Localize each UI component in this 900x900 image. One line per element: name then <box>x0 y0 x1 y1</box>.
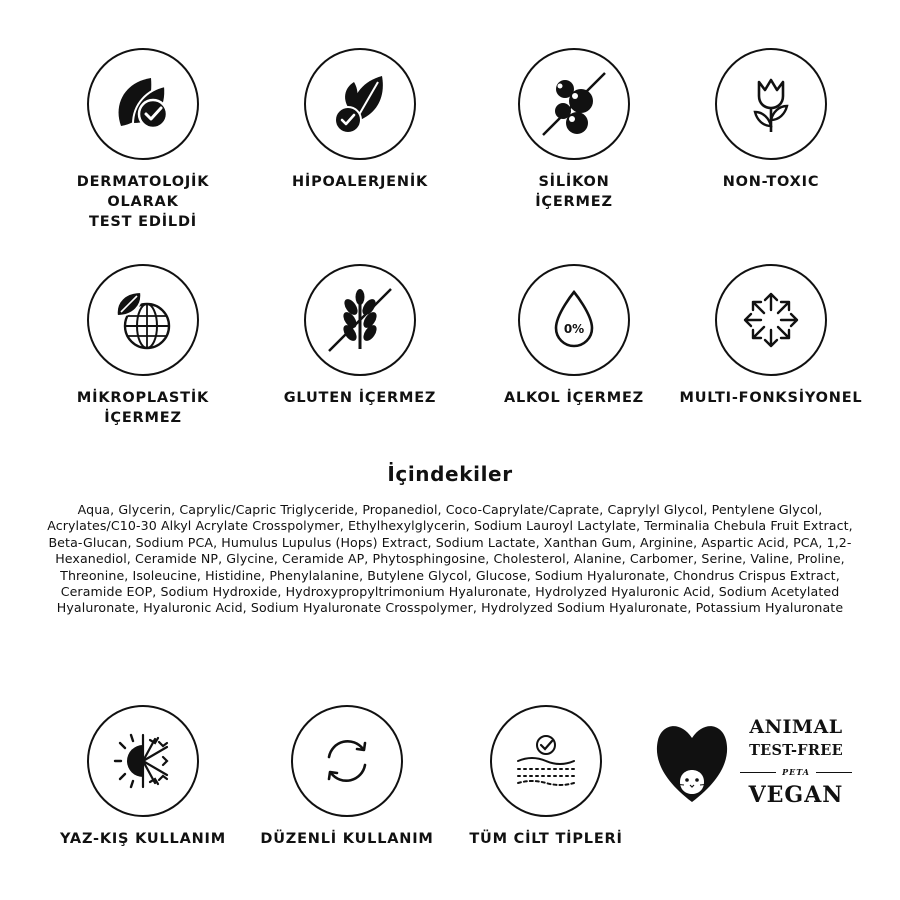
badge-label: DERMATOLOJİK OLARAK TEST EDİLDİ <box>76 174 210 230</box>
badge-label: SİLİKON İÇERMEZ <box>535 174 613 210</box>
badge-label: HİPOALERJENİK <box>291 174 429 190</box>
badge-gluten-free <box>265 264 455 408</box>
badge-multi-functional <box>676 264 866 408</box>
leaves-berry-check-icon <box>304 48 416 160</box>
badge-alcohol-free <box>479 264 669 408</box>
peta-brand-text: PETA <box>782 767 810 777</box>
no-silicone-icon <box>518 48 630 160</box>
badge-summer-winter-use <box>48 705 238 849</box>
badge-microplastic-free <box>48 264 238 428</box>
refresh-arrows-icon <box>291 705 403 817</box>
multi-arrows-icon <box>715 264 827 376</box>
peta-logo <box>650 712 860 812</box>
badge-label: DÜZENLİ KULLANIM <box>260 831 434 847</box>
badge-label: YAZ-KIŞ KULLANIM <box>60 831 226 847</box>
no-wheat-icon <box>304 264 416 376</box>
badge-hypoallergenic <box>265 48 455 192</box>
sun-snowflake-icon <box>87 705 199 817</box>
peta-animal-text: ANIMAL <box>749 716 843 738</box>
badge-label: MULTI-FONKSİYONEL <box>679 390 863 406</box>
drop-zero-icon <box>518 264 630 376</box>
badge-regular-use <box>252 705 442 849</box>
badge-dermatologically-tested <box>48 48 238 232</box>
globe-leaf-icon <box>87 264 199 376</box>
ingredients-heading: İçindekiler <box>387 462 513 486</box>
badge-label: GLUTEN İÇERMEZ <box>283 390 437 406</box>
badge-label: MİKROPLASTİK İÇERMEZ <box>76 390 210 426</box>
badge-label: NON-TOXIC <box>722 174 820 190</box>
skin-layers-check-icon <box>490 705 602 817</box>
peta-bunny-heart-icon <box>650 712 734 812</box>
badge-all-skin-types <box>451 705 641 849</box>
drop-zero-text: 0% <box>563 322 585 336</box>
badge-label: TÜM CİLT TİPLERİ <box>469 831 623 847</box>
badge-non-toxic <box>676 48 866 192</box>
peta-test-free-text: TEST-FREE <box>749 742 843 759</box>
peta-vegan-text: VEGAN <box>748 782 844 808</box>
badge-silicone-free <box>479 48 669 212</box>
tulip-icon <box>715 48 827 160</box>
ingredients-text: Aqua, Glycerin, Caprylic/Capric Triglyceride, Propanediol, Coco-Caprylate/Caprate, Caprylyl Glycol, Pentylene Glycol, Acrylates/C10-30 Alkyl Acrylate Crosspolymer, Ethylhexylglycerin, Sodium Lauroyl Lactylate, Terminalia Chebula Fruit Extract, Beta-Glucan, Sodium PCA, Humulus Lupulus (Hops) Extract, Sodium Lactate, Xanthan Gum, Arginine, Aspartic Acid, PCA, 1,2-Hexanediol, Ceramide NP, Glycine, Ceramide AP, Phytosphingosine, Cholesterol, Alanine, Carbomer, Serine, Valine, Proline, Threonine, Isoleucine, Histidine, Phenylalanine, Butylene Glycol, Glucose, Sodium Hyaluronate, Chondrus Crispus Extract, Ceramide EOP, Sodium Hydroxide, Hydroxypropyltrimonium Hyaluronate, Hydrolyzed Hyaluronic Acid, Sodium Acetylated Hyaluronate, Hyaluronic Acid, Sodium Hyaluronate Crosspolymer, Hydrolyzed Sodium Hyaluronate, Potassium Hyaluronate <box>47 502 853 616</box>
peta-rule-right <box>816 772 852 773</box>
badge-label: ALKOL İÇERMEZ <box>503 390 644 406</box>
leaf-check-icon <box>87 48 199 160</box>
